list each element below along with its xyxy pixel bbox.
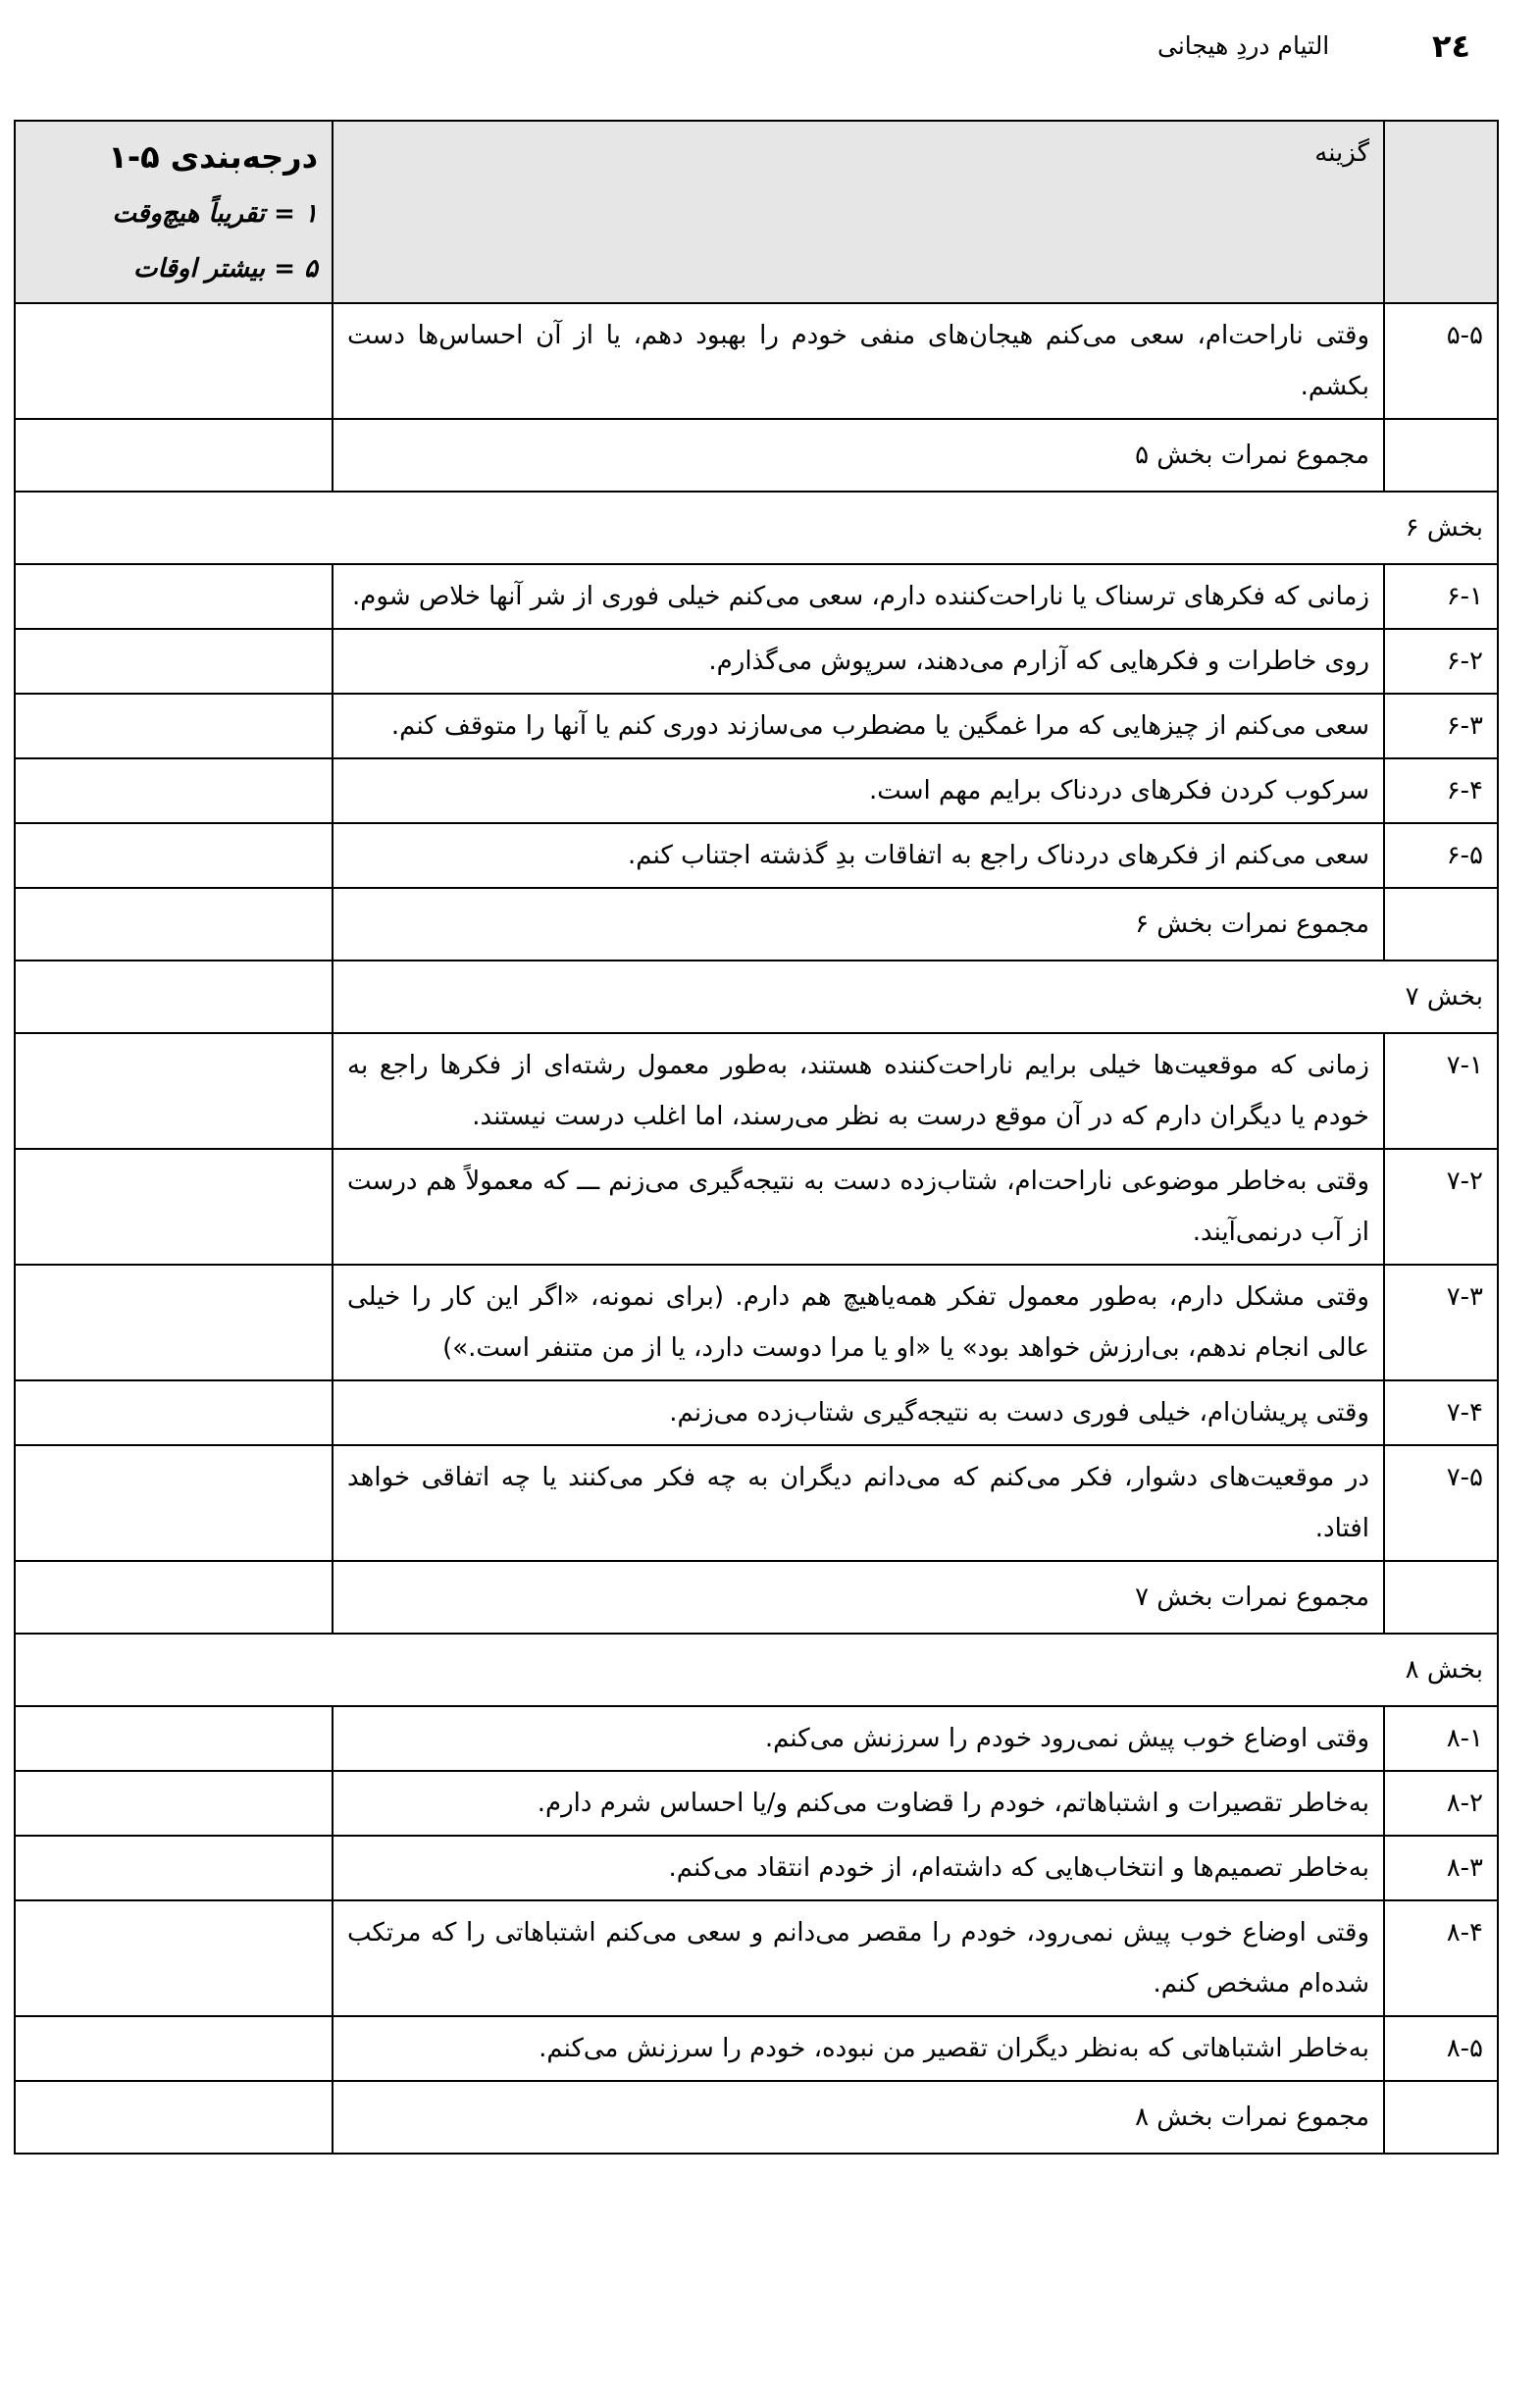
rating-cell[interactable] [15, 1265, 333, 1380]
table-row [15, 1149, 1498, 1265]
section-total-row [15, 888, 1498, 961]
item-number: ۸-۱ [1384, 1706, 1498, 1771]
questionnaire-table [14, 120, 1499, 2155]
item-text: وقتی اوضاع خوب پیش نمی‌رود خودم را سرزنش می‌کنم. [333, 1706, 1384, 1771]
rating-cell[interactable] [15, 758, 333, 823]
item-text: روی خاطرات و فکرهایی که آزارم می‌دهند، سرپوش می‌گذارم. [333, 629, 1384, 694]
rating-scale-min: ۱ = تقریباً هیچ‌وقت [112, 199, 318, 229]
section-total-label: مجموع نمرات بخش ۸ [333, 2081, 1384, 2154]
item-text: سرکوب کردن فکرهای دردناک برایم مهم است. [333, 758, 1384, 823]
section-heading-row [15, 492, 1498, 564]
section-total-cell[interactable] [15, 419, 333, 492]
table-row [15, 629, 1498, 694]
item-number: ۶-۵ [1384, 823, 1498, 888]
rating-cell[interactable] [15, 823, 333, 888]
table-row [15, 1900, 1498, 2016]
item-text: به‌خاطر تقصیرات و اشتباهاتم، خودم را قضاوت می‌کنم و/یا احساس شرم دارم. [333, 1771, 1384, 1836]
rating-column-header [15, 121, 333, 303]
table-row [15, 758, 1498, 823]
rating-cell[interactable] [15, 629, 333, 694]
item-text: وقتی ناراحت‌ام، سعی می‌کنم هیجان‌های منفی خودم را بهبود دهم، یا از آن احساس‌ها دست بکشم. [333, 303, 1384, 419]
section-heading: بخش ۶ [15, 492, 1498, 564]
page-number: ٢٤ [1432, 27, 1471, 65]
rating-cell[interactable] [15, 1706, 333, 1771]
item-number: ۸-۴ [1384, 1900, 1498, 2016]
rating-cell[interactable] [15, 564, 333, 629]
table-row [15, 2016, 1498, 2081]
item-text: وقتی اوضاع خوب پیش نمی‌رود، خودم را مقصر می‌دانم و سعی می‌کنم اشتباهاتی را که مرتکب شده‌ام مشخص کنم. [333, 1900, 1384, 2016]
item-number: ۷-۴ [1384, 1380, 1498, 1445]
item-number: ۸-۵ [1384, 2016, 1498, 2081]
table-row [15, 1445, 1498, 1561]
empty-cell [1384, 419, 1498, 492]
item-text: به‌خاطر تصمیم‌ها و انتخاب‌هایی که داشته‌ام، از خودم انتقاد می‌کنم. [333, 1836, 1384, 1900]
item-number: ۷-۵ [1384, 1445, 1498, 1561]
item-text: وقتی به‌خاطر موضوعی ناراحت‌ام، شتاب‌زده دست به نتیجه‌گیری می‌زنم ـــ که معمولاً هم درست از آب درنمی‌آیند. [333, 1149, 1384, 1265]
table-row [15, 1265, 1498, 1380]
table-row [15, 694, 1498, 758]
option-column-header: گزینه [333, 121, 1384, 303]
rating-cell[interactable] [15, 1033, 333, 1149]
item-number: ۷-۱ [1384, 1033, 1498, 1149]
section-total-label: مجموع نمرات بخش ۷ [333, 1561, 1384, 1634]
section-total-cell[interactable] [15, 1561, 333, 1634]
section-total-cell[interactable] [15, 2081, 333, 2154]
table-row [15, 823, 1498, 888]
table-row [15, 303, 1498, 419]
section-heading: بخش ۸ [15, 1634, 1498, 1706]
table-row [15, 1771, 1498, 1836]
section-heading: بخش ۷ [333, 961, 1498, 1033]
item-text: به‌خاطر اشتباهاتی که به‌نظر دیگران تقصیر من نبوده، خودم را سرزنش می‌کنم. [333, 2016, 1384, 2081]
section-total-row [15, 419, 1498, 492]
item-text: وقتی مشکل دارم، به‌طور معمول تفکر همه‌یاهیچ هم دارم. (برای نمونه، «اگر این کار را خیلی عالی انجام ندهم، بی‌ارزش خواهد بود» یا «او یا مرا دوست دارد، یا از من متنفر است.») [333, 1265, 1384, 1380]
rating-title: درجه‌بندی ۵-۱ [108, 138, 318, 176]
item-number: ۶-۲ [1384, 629, 1498, 694]
rating-cell[interactable] [15, 1149, 333, 1265]
item-number: ۸-۳ [1384, 1836, 1498, 1900]
table-body [15, 303, 1498, 2154]
item-number: ۸-۲ [1384, 1771, 1498, 1836]
item-number: ۷-۳ [1384, 1265, 1498, 1380]
item-text: سعی می‌کنم از فکرهای دردناک راجع به اتفاقات بدِ گذشته اجتناب کنم. [333, 823, 1384, 888]
item-number: ۶-۳ [1384, 694, 1498, 758]
empty-cell [1384, 888, 1498, 961]
rating-cell[interactable] [15, 1900, 333, 2016]
rating-cell[interactable] [15, 303, 333, 419]
section-total-label: مجموع نمرات بخش ۵ [333, 419, 1384, 492]
section-total-row [15, 2081, 1498, 2154]
rating-scale-max: ۵ = بیشتر اوقات [133, 254, 318, 284]
table-header-row [15, 121, 1498, 303]
rating-cell[interactable] [15, 1445, 333, 1561]
table-row [15, 564, 1498, 629]
empty-cell [15, 961, 333, 1033]
empty-cell [1384, 1561, 1498, 1634]
page-header [0, 27, 1540, 77]
rating-cell[interactable] [15, 2016, 333, 2081]
item-number: ۶-۴ [1384, 758, 1498, 823]
section-total-label: مجموع نمرات بخش ۶ [333, 888, 1384, 961]
item-text: در موقعیت‌های دشوار، فکر می‌کنم که می‌دانم دیگران به چه فکر می‌کنند یا چه اتفاقی خواهد افتاد. [333, 1445, 1384, 1561]
section-heading-row [15, 961, 1498, 1033]
table-row [15, 1380, 1498, 1445]
section-total-cell[interactable] [15, 888, 333, 961]
rating-cell[interactable] [15, 1836, 333, 1900]
item-number: ۷-۲ [1384, 1149, 1498, 1265]
item-text: سعی می‌کنم از چیزهایی که مرا غمگین یا مضطرب می‌سازند دوری کنم یا آنها را متوقف کنم. [333, 694, 1384, 758]
empty-cell [1384, 2081, 1498, 2154]
table-row [15, 1706, 1498, 1771]
rating-cell[interactable] [15, 1380, 333, 1445]
table-row [15, 1836, 1498, 1900]
section-heading-row [15, 1634, 1498, 1706]
item-text: وقتی پریشان‌ام، خیلی فوری دست به نتیجه‌گیری شتاب‌زده می‌زنم. [333, 1380, 1384, 1445]
table-row [15, 1033, 1498, 1149]
item-text: زمانی که موقعیت‌ها خیلی برایم ناراحت‌کننده هستند، به‌طور معمول رشته‌ای از فکرها راجع به خودم یا دیگران دارم که در آن موقع درست به نظر می‌رسند، اما اغلب درست نیستند. [333, 1033, 1384, 1149]
number-column-header [1384, 121, 1498, 303]
running-title: التیام دردِ هیجانی [1157, 31, 1330, 60]
item-number: ۵-۵ [1384, 303, 1498, 419]
item-text: زمانی که فکرهای ترسناک یا ناراحت‌کننده دارم، سعی می‌کنم خیلی فوری از شر آنها خلاص شوم. [333, 564, 1384, 629]
item-number: ۶-۱ [1384, 564, 1498, 629]
rating-cell[interactable] [15, 1771, 333, 1836]
rating-cell[interactable] [15, 694, 333, 758]
section-total-row [15, 1561, 1498, 1634]
